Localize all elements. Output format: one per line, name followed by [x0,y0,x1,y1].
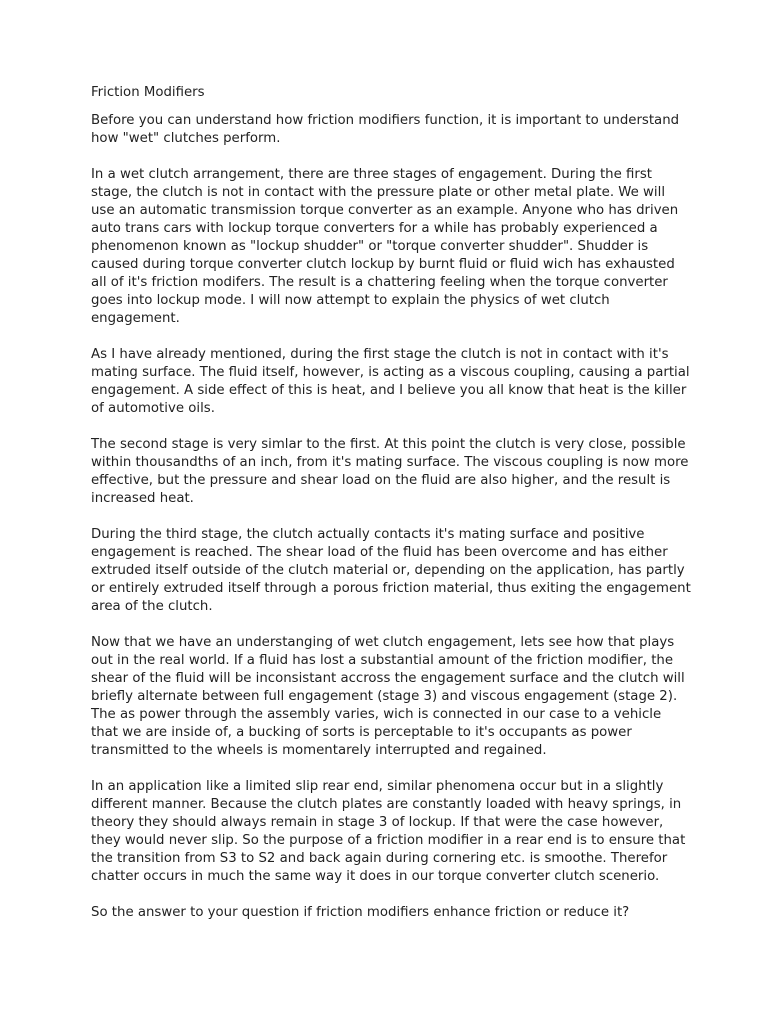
document-title: Friction Modifiers [91,85,205,100]
paragraph-first-stage: As I have already mentioned, during the first stage the clutch is not in contact with it's mating surface. The fluid itself, however, is acting as a viscous coupling, causing a partial engagement. A side effect of this is heat, and I believe you all know that heat is the killer of automotive oils. [91,347,690,416]
document-page [91,84,691,940]
paragraph-second-stage: The second stage is very simlar to the first. At this point the clutch is very close, possible within thousandths of an inch, from it's mating surface. The viscous coupling is now more effective, but the pressure and shear load on the fluid are also higher, and the result is increased heat. [91,437,689,506]
paragraph-real-world: Now that we have an understanging of wet clutch engagement, lets see how that plays out in the real world. If a fluid has lost a substantial amount of the friction modifier, the shear of the fluid will be inconsistant accross the engagement surface and the clutch will briefly alternate between full engagement (stage 3) and viscous engagement (stage 2). The as power through the assembly varies, wich is connected in our case to a vehicle that we are inside of, a bucking of sorts is perceptable to it's occupants as power transmitted to the wheels is momentarely interrupted and regained. [91,635,685,758]
paragraph-limited-slip: In an application like a limited slip rear end, similar phenomena occur but in a slightly different manner. Because the clutch plates are constantly loaded with heavy springs, in theory they should always remain in stage 3 of lockup. If that were the case however, they would never slip. So the purpose of a friction modifier in a rear end is to ensure that the transition from S3 to S2 and back again during cornering etc. is smoothe. Therefor chatter occurs in much the same way it does in our torque converter clutch scenerio. [91,779,686,884]
paragraph-intro: Before you can understand how friction modifiers function, it is important to understand how "wet" clutches perform. [91,113,680,146]
paragraph-stages: In a wet clutch arrangement, there are three stages of engagement. During the first stage, the clutch is not in contact with the pressure plate or other metal plate. We will use an automatic transmission torque converter as an example. Anyone who has driven auto trans cars with lockup torque converters for a while has probably experienced a phenomenon known as "lockup shudder" or "torque converter shudder". Shudder is caused during torque converter clutch lockup by burnt fluid or fluid wich has exhausted all of it's friction modifers. The result is a chattering feeling when the torque converter goes into lockup mode. I will now attempt to explain the physics of wet clutch engagement. [91,167,679,326]
paragraph-question: So the answer to your question if friction modifiers enhance friction or reduce it? [91,905,630,920]
paragraph-third-stage: During the third stage, the clutch actually contacts it's mating surface and positive engagement is reached. The shear load of the fluid has been overcome and has either extruded itself outside of the clutch material or, depending on the application, has partly or entirely extruded itself through a porous friction material, thus exiting the engagement area of the clutch. [91,527,691,614]
